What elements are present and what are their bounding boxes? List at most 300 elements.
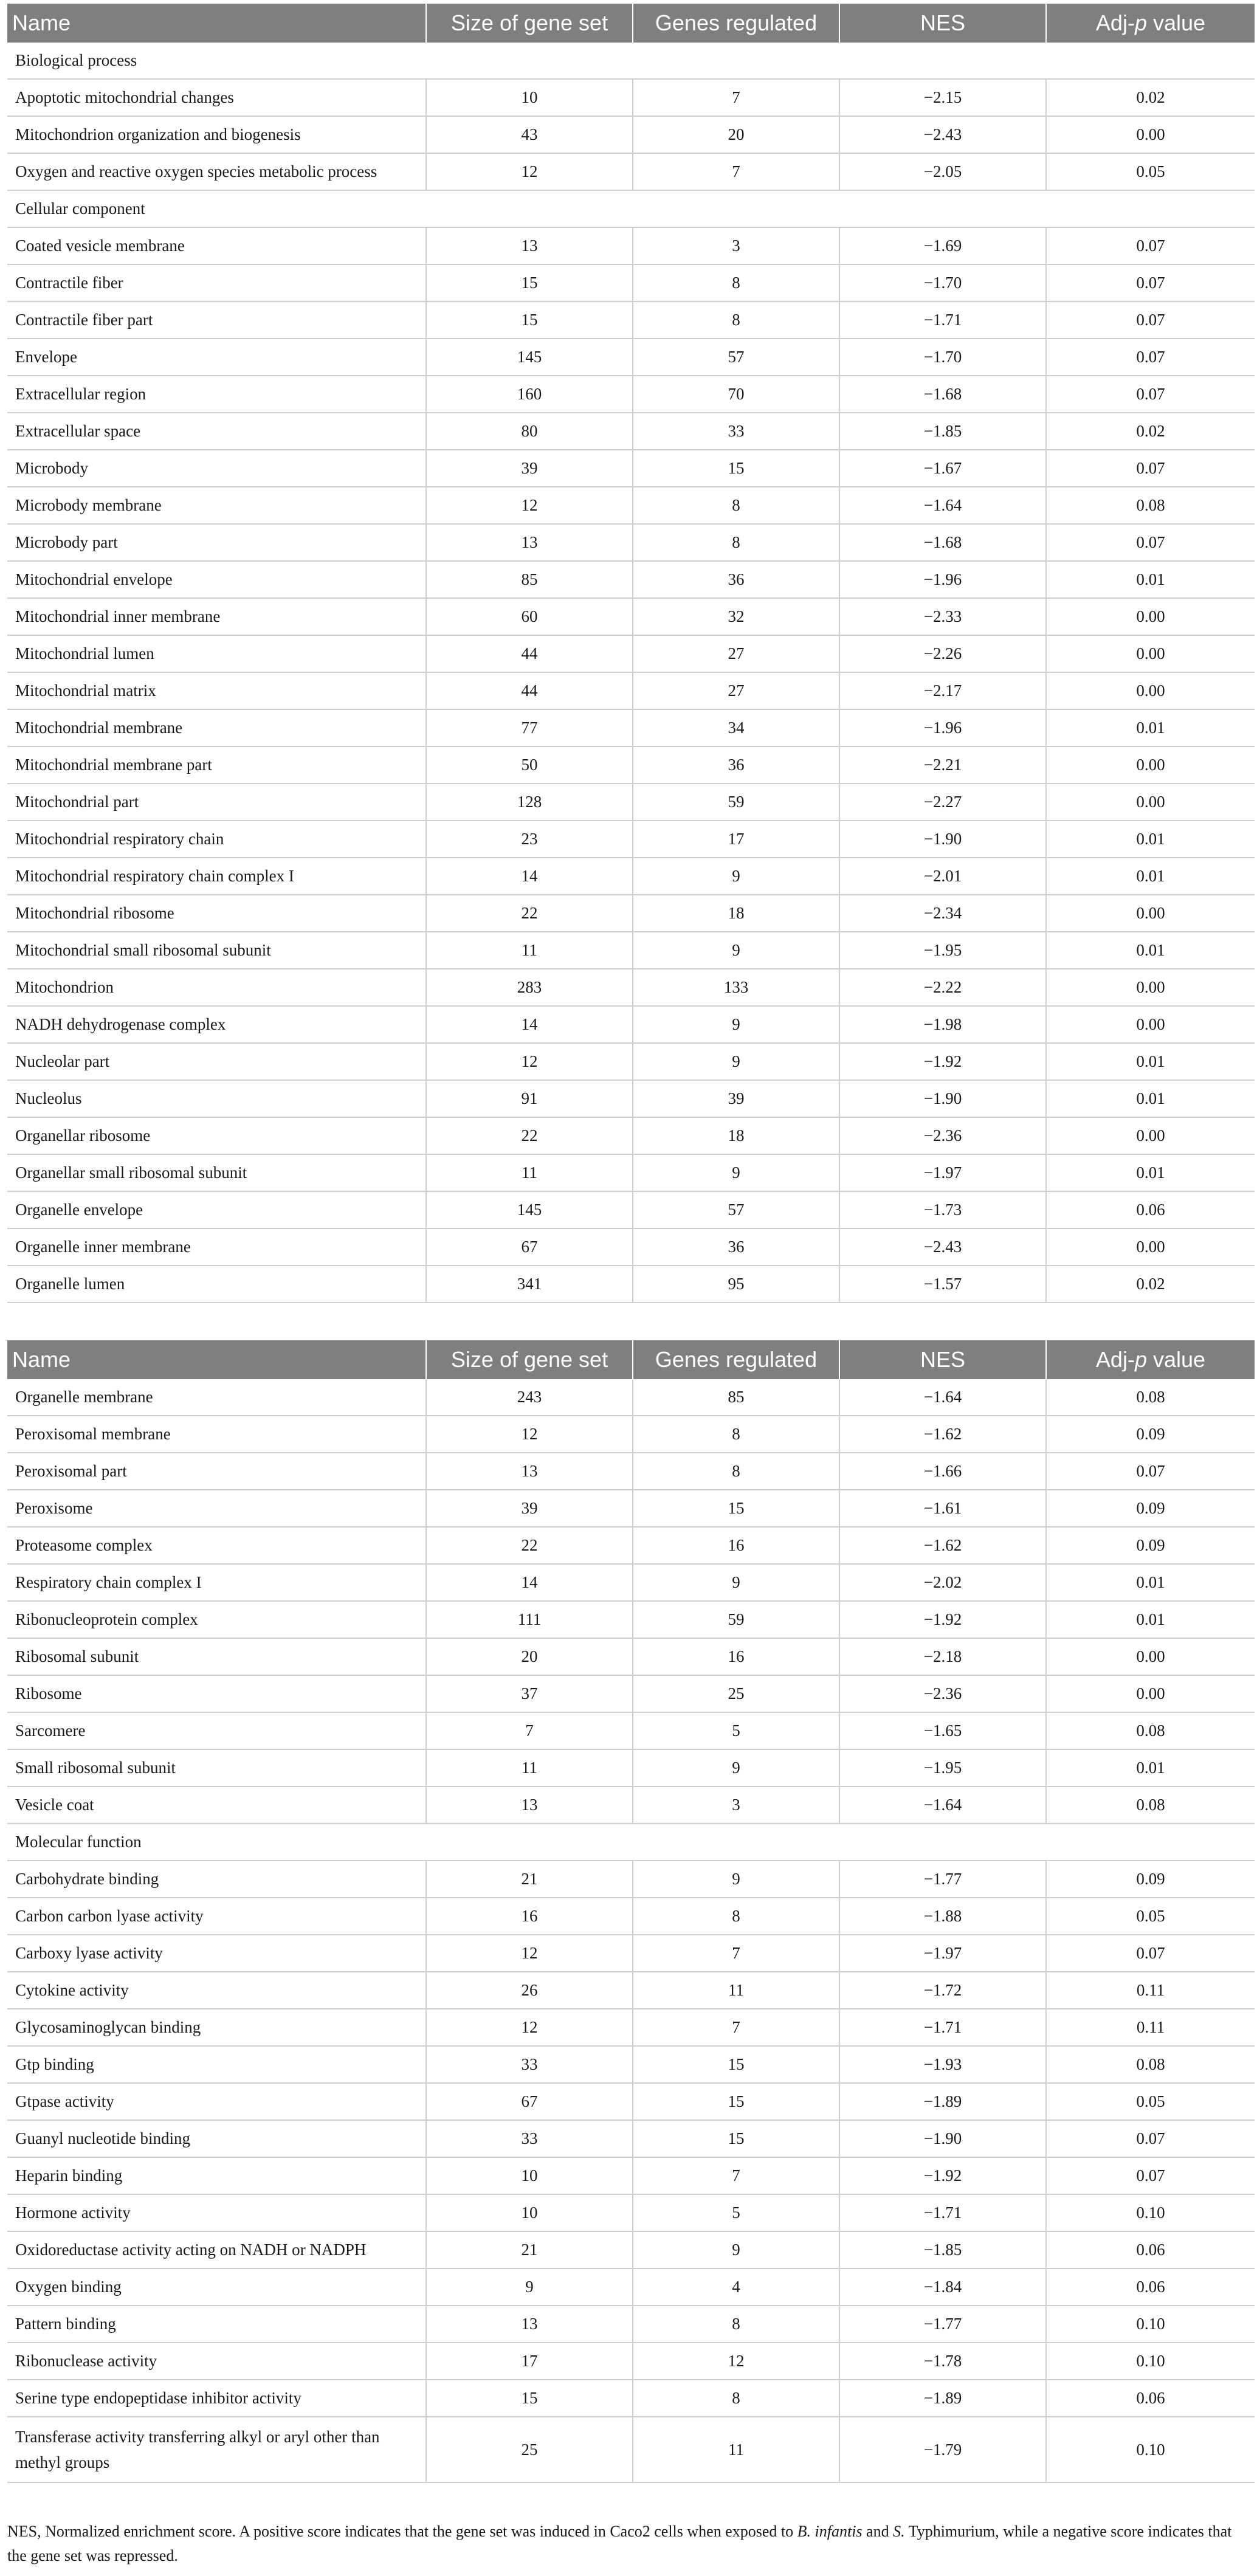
cell-size: 11 bbox=[426, 932, 633, 969]
cell-regulated: 8 bbox=[633, 487, 839, 524]
cell-nes: −1.85 bbox=[839, 2231, 1046, 2268]
cell-nes: −2.34 bbox=[839, 895, 1046, 932]
cell-size: 12 bbox=[426, 153, 633, 190]
cell-name: Organelle lumen bbox=[7, 1266, 426, 1303]
cell-adjp: 0.00 bbox=[1046, 783, 1255, 821]
footnote-text-2: and bbox=[862, 2523, 894, 2540]
cell-size: 25 bbox=[426, 2417, 633, 2482]
cell-name: Gtpase activity bbox=[7, 2083, 426, 2120]
cell-adjp: 0.06 bbox=[1046, 2231, 1255, 2268]
cell-nes: −1.92 bbox=[839, 1601, 1046, 1638]
cell-adjp: 0.00 bbox=[1046, 598, 1255, 635]
cell-name: Mitochondrial part bbox=[7, 783, 426, 821]
cell-nes: −1.89 bbox=[839, 2380, 1046, 2417]
cell-nes: −1.57 bbox=[839, 1266, 1046, 1303]
cell-adjp: 0.11 bbox=[1046, 2009, 1255, 2046]
cell-name: Nucleolar part bbox=[7, 1043, 426, 1080]
adjp-suffix: value bbox=[1146, 1347, 1206, 1372]
table-row bbox=[7, 79, 1255, 116]
cell-regulated: 8 bbox=[633, 1416, 839, 1453]
cell-adjp: 0.01 bbox=[1046, 1601, 1255, 1638]
cell-regulated: 7 bbox=[633, 79, 839, 116]
table-row bbox=[7, 2194, 1255, 2231]
table-row bbox=[7, 1228, 1255, 1266]
cell-regulated: 27 bbox=[633, 672, 839, 709]
cell-size: 33 bbox=[426, 2120, 633, 2157]
cell-regulated: 9 bbox=[633, 932, 839, 969]
column-header-size: Size of gene set bbox=[426, 4, 633, 43]
column-header-regulated: Genes regulated bbox=[633, 4, 839, 43]
table-row bbox=[7, 2046, 1255, 2083]
cell-regulated: 9 bbox=[633, 2231, 839, 2268]
cell-adjp: 0.06 bbox=[1046, 2380, 1255, 2417]
column-header-name: Name bbox=[7, 4, 426, 43]
cell-regulated: 7 bbox=[633, 153, 839, 190]
column-header-nes: NES bbox=[839, 4, 1046, 43]
cell-name: Apoptotic mitochondrial changes bbox=[7, 79, 426, 116]
cell-adjp: 0.00 bbox=[1046, 895, 1255, 932]
cell-nes: −1.71 bbox=[839, 301, 1046, 339]
cell-size: 243 bbox=[426, 1379, 633, 1416]
cell-name: Coated vesicle membrane bbox=[7, 227, 426, 264]
cell-size: 7 bbox=[426, 1712, 633, 1749]
cell-adjp: 0.00 bbox=[1046, 746, 1255, 783]
cell-name: Microbody membrane bbox=[7, 487, 426, 524]
cell-name: Ribosomal subunit bbox=[7, 1638, 426, 1675]
cell-regulated: 11 bbox=[633, 1972, 839, 2009]
cell-adjp: 0.00 bbox=[1046, 116, 1255, 153]
column-header-name: Name bbox=[7, 1340, 426, 1379]
table-row bbox=[7, 1786, 1255, 1824]
cell-adjp: 0.07 bbox=[1046, 376, 1255, 413]
table-row bbox=[7, 858, 1255, 895]
table-header bbox=[7, 4, 1255, 43]
cell-name: Microbody part bbox=[7, 524, 426, 561]
cell-regulated: 11 bbox=[633, 2417, 839, 2482]
table-row bbox=[7, 2417, 1255, 2482]
cell-size: 341 bbox=[426, 1266, 633, 1303]
cell-nes: −2.22 bbox=[839, 969, 1046, 1006]
cell-adjp: 0.09 bbox=[1046, 1416, 1255, 1453]
cell-regulated: 15 bbox=[633, 1490, 839, 1527]
cell-regulated: 15 bbox=[633, 2083, 839, 2120]
cell-adjp: 0.01 bbox=[1046, 1080, 1255, 1117]
cell-name: Mitochondrial envelope bbox=[7, 561, 426, 598]
cell-size: 145 bbox=[426, 339, 633, 376]
cell-regulated: 15 bbox=[633, 2120, 839, 2157]
adjp-prefix: Adj- bbox=[1095, 1347, 1135, 1372]
cell-adjp: 0.07 bbox=[1046, 1935, 1255, 1972]
table-row bbox=[7, 2120, 1255, 2157]
cell-name: Serine type endopeptidase inhibitor activity bbox=[7, 2380, 426, 2417]
cell-name: Mitochondrial ribosome bbox=[7, 895, 426, 932]
cell-size: 22 bbox=[426, 1117, 633, 1154]
cell-regulated: 27 bbox=[633, 635, 839, 672]
cell-nes: −1.90 bbox=[839, 1080, 1046, 1117]
cell-size: 33 bbox=[426, 2046, 633, 2083]
table-row bbox=[7, 561, 1255, 598]
cell-name: Peroxisomal membrane bbox=[7, 1416, 426, 1453]
cell-regulated: 7 bbox=[633, 2157, 839, 2194]
cell-name: Gtp binding bbox=[7, 2046, 426, 2083]
cell-size: 14 bbox=[426, 1564, 633, 1601]
cell-name: Cytokine activity bbox=[7, 1972, 426, 2009]
table-row bbox=[7, 969, 1255, 1006]
cell-name: Glycosaminoglycan binding bbox=[7, 2009, 426, 2046]
cell-name: NADH dehydrogenase complex bbox=[7, 1006, 426, 1043]
cell-size: 160 bbox=[426, 376, 633, 413]
table-row bbox=[7, 1675, 1255, 1712]
header-row bbox=[7, 1340, 1255, 1379]
cell-size: 39 bbox=[426, 1490, 633, 1527]
cell-nes: −1.72 bbox=[839, 1972, 1046, 2009]
cell-regulated: 85 bbox=[633, 1379, 839, 1416]
table-row bbox=[7, 2343, 1255, 2380]
cell-nes: −2.36 bbox=[839, 1675, 1046, 1712]
table-row bbox=[7, 672, 1255, 709]
enrichment-table-part-1 bbox=[7, 4, 1255, 1303]
cell-name: Heparin binding bbox=[7, 2157, 426, 2194]
footnote-text-1: NES, Normalized enrichment score. A positive score indicates that the gene set was induced in Caco2 cells when exposed to bbox=[7, 2523, 797, 2540]
cell-nes: −1.89 bbox=[839, 2083, 1046, 2120]
table-row bbox=[7, 376, 1255, 413]
cell-regulated: 32 bbox=[633, 598, 839, 635]
cell-name: Oxygen binding bbox=[7, 2268, 426, 2306]
cell-size: 21 bbox=[426, 2231, 633, 2268]
cell-size: 16 bbox=[426, 1898, 633, 1935]
cell-size: 67 bbox=[426, 2083, 633, 2120]
cell-nes: −2.26 bbox=[839, 635, 1046, 672]
section-row bbox=[7, 1824, 1255, 1861]
cell-size: 22 bbox=[426, 895, 633, 932]
table-row bbox=[7, 1749, 1255, 1786]
table-row bbox=[7, 116, 1255, 153]
cell-size: 12 bbox=[426, 2009, 633, 2046]
cell-adjp: 0.07 bbox=[1046, 301, 1255, 339]
cell-size: 111 bbox=[426, 1601, 633, 1638]
cell-adjp: 0.07 bbox=[1046, 339, 1255, 376]
table-row bbox=[7, 821, 1255, 858]
cell-regulated: 18 bbox=[633, 1117, 839, 1154]
cell-name: Mitochondrial lumen bbox=[7, 635, 426, 672]
cell-adjp: 0.00 bbox=[1046, 672, 1255, 709]
table-row bbox=[7, 1601, 1255, 1638]
cell-nes: −1.66 bbox=[839, 1453, 1046, 1490]
table-row bbox=[7, 2268, 1255, 2306]
cell-name: Small ribosomal subunit bbox=[7, 1749, 426, 1786]
cell-regulated: 16 bbox=[633, 1638, 839, 1675]
cell-name: Organellar small ribosomal subunit bbox=[7, 1154, 426, 1191]
cell-nes: −1.88 bbox=[839, 1898, 1046, 1935]
cell-regulated: 8 bbox=[633, 2306, 839, 2343]
cell-regulated: 70 bbox=[633, 376, 839, 413]
cell-name: Sarcomere bbox=[7, 1712, 426, 1749]
cell-name: Vesicle coat bbox=[7, 1786, 426, 1824]
footnote-organism-1: B. infantis bbox=[797, 2523, 863, 2540]
table-row bbox=[7, 1266, 1255, 1303]
table-row bbox=[7, 264, 1255, 301]
cell-name: Organelle envelope bbox=[7, 1191, 426, 1228]
cell-adjp: 0.09 bbox=[1046, 1861, 1255, 1898]
table-row bbox=[7, 2157, 1255, 2194]
cell-size: 91 bbox=[426, 1080, 633, 1117]
cell-adjp: 0.01 bbox=[1046, 1749, 1255, 1786]
table-header bbox=[7, 1340, 1255, 1379]
cell-adjp: 0.05 bbox=[1046, 153, 1255, 190]
cell-size: 85 bbox=[426, 561, 633, 598]
cell-nes: −1.96 bbox=[839, 709, 1046, 746]
header-row bbox=[7, 4, 1255, 43]
table-row bbox=[7, 1935, 1255, 1972]
footnote-organism-2: S. bbox=[893, 2523, 905, 2540]
cell-nes: −1.90 bbox=[839, 2120, 1046, 2157]
cell-name: Extracellular space bbox=[7, 413, 426, 450]
cell-regulated: 9 bbox=[633, 858, 839, 895]
cell-regulated: 16 bbox=[633, 1527, 839, 1564]
cell-name: Pattern binding bbox=[7, 2306, 426, 2343]
cell-adjp: 0.00 bbox=[1046, 1638, 1255, 1675]
cell-name: Hormone activity bbox=[7, 2194, 426, 2231]
cell-regulated: 5 bbox=[633, 1712, 839, 1749]
table-row bbox=[7, 153, 1255, 190]
section-title: Cellular component bbox=[7, 190, 1255, 227]
cell-nes: −1.93 bbox=[839, 2046, 1046, 2083]
cell-adjp: 0.05 bbox=[1046, 1898, 1255, 1935]
cell-size: 50 bbox=[426, 746, 633, 783]
table-row bbox=[7, 598, 1255, 635]
cell-name: Organellar ribosome bbox=[7, 1117, 426, 1154]
section-row bbox=[7, 43, 1255, 79]
cell-size: 22 bbox=[426, 1527, 633, 1564]
cell-size: 12 bbox=[426, 1416, 633, 1453]
cell-nes: −1.71 bbox=[839, 2194, 1046, 2231]
table-footnote bbox=[7, 2519, 1247, 2568]
cell-name: Carbohydrate binding bbox=[7, 1861, 426, 1898]
cell-nes: −1.78 bbox=[839, 2343, 1046, 2380]
cell-name: Mitochondrial membrane bbox=[7, 709, 426, 746]
cell-size: 14 bbox=[426, 1006, 633, 1043]
cell-name: Mitochondrial matrix bbox=[7, 672, 426, 709]
cell-size: 26 bbox=[426, 1972, 633, 2009]
cell-regulated: 8 bbox=[633, 264, 839, 301]
cell-adjp: 0.07 bbox=[1046, 227, 1255, 264]
cell-regulated: 3 bbox=[633, 227, 839, 264]
table-row bbox=[7, 1117, 1255, 1154]
cell-regulated: 25 bbox=[633, 1675, 839, 1712]
cell-regulated: 59 bbox=[633, 1601, 839, 1638]
cell-size: 17 bbox=[426, 2343, 633, 2380]
cell-name: Mitochondrial membrane part bbox=[7, 746, 426, 783]
cell-size: 283 bbox=[426, 969, 633, 1006]
table-row bbox=[7, 1154, 1255, 1191]
cell-nes: −1.70 bbox=[839, 264, 1046, 301]
cell-regulated: 3 bbox=[633, 1786, 839, 1824]
cell-nes: −1.71 bbox=[839, 2009, 1046, 2046]
cell-nes: −2.05 bbox=[839, 153, 1046, 190]
cell-name: Oxidoreductase activity acting on NADH or NADPH bbox=[7, 2231, 426, 2268]
column-header-adjp bbox=[1046, 4, 1255, 43]
cell-adjp: 0.07 bbox=[1046, 450, 1255, 487]
cell-size: 11 bbox=[426, 1749, 633, 1786]
cell-adjp: 0.10 bbox=[1046, 2306, 1255, 2343]
adjp-prefix: Adj- bbox=[1095, 10, 1135, 35]
table-row bbox=[7, 1898, 1255, 1935]
cell-adjp: 0.10 bbox=[1046, 2194, 1255, 2231]
cell-name: Mitochondrial respiratory chain bbox=[7, 821, 426, 858]
cell-size: 13 bbox=[426, 227, 633, 264]
table-row bbox=[7, 1638, 1255, 1675]
cell-regulated: 9 bbox=[633, 1043, 839, 1080]
cell-regulated: 34 bbox=[633, 709, 839, 746]
adjp-suffix: value bbox=[1146, 10, 1206, 35]
cell-size: 10 bbox=[426, 2194, 633, 2231]
column-header-regulated: Genes regulated bbox=[633, 1340, 839, 1379]
cell-size: 23 bbox=[426, 821, 633, 858]
cell-nes: −1.84 bbox=[839, 2268, 1046, 2306]
cell-regulated: 4 bbox=[633, 2268, 839, 2306]
cell-name: Carbon carbon lyase activity bbox=[7, 1898, 426, 1935]
cell-name: Mitochondrion organization and biogenesis bbox=[7, 116, 426, 153]
cell-name: Organelle membrane bbox=[7, 1379, 426, 1416]
table-row bbox=[7, 2380, 1255, 2417]
cell-name: Mitochondrial inner membrane bbox=[7, 598, 426, 635]
cell-nes: −1.98 bbox=[839, 1006, 1046, 1043]
cell-adjp: 0.08 bbox=[1046, 2046, 1255, 2083]
cell-adjp: 0.01 bbox=[1046, 1154, 1255, 1191]
cell-nes: −2.02 bbox=[839, 1564, 1046, 1601]
cell-adjp: 0.01 bbox=[1046, 821, 1255, 858]
cell-nes: −1.90 bbox=[839, 821, 1046, 858]
cell-adjp: 0.06 bbox=[1046, 1191, 1255, 1228]
cell-size: 10 bbox=[426, 79, 633, 116]
cell-adjp: 0.01 bbox=[1046, 858, 1255, 895]
cell-size: 39 bbox=[426, 450, 633, 487]
cell-name: Nucleolus bbox=[7, 1080, 426, 1117]
adjp-italic: p bbox=[1134, 10, 1147, 35]
cell-nes: −1.92 bbox=[839, 1043, 1046, 1080]
cell-regulated: 20 bbox=[633, 116, 839, 153]
cell-size: 60 bbox=[426, 598, 633, 635]
cell-regulated: 57 bbox=[633, 1191, 839, 1228]
cell-nes: −1.79 bbox=[839, 2417, 1046, 2482]
table-row bbox=[7, 339, 1255, 376]
cell-name: Organelle inner membrane bbox=[7, 1228, 426, 1266]
cell-regulated: 7 bbox=[633, 1935, 839, 1972]
table-row bbox=[7, 2083, 1255, 2120]
cell-name: Peroxisome bbox=[7, 1490, 426, 1527]
cell-regulated: 36 bbox=[633, 561, 839, 598]
cell-adjp: 0.00 bbox=[1046, 1006, 1255, 1043]
cell-regulated: 133 bbox=[633, 969, 839, 1006]
cell-regulated: 9 bbox=[633, 1861, 839, 1898]
table-row bbox=[7, 709, 1255, 746]
cell-name: Mitochondrial small ribosomal subunit bbox=[7, 932, 426, 969]
enrichment-table-part-2 bbox=[7, 1340, 1255, 2483]
cell-name: Carboxy lyase activity bbox=[7, 1935, 426, 1972]
cell-nes: −1.77 bbox=[839, 1861, 1046, 1898]
cell-nes: −1.61 bbox=[839, 1490, 1046, 1527]
cell-nes: −1.92 bbox=[839, 2157, 1046, 2194]
cell-regulated: 8 bbox=[633, 2380, 839, 2417]
cell-regulated: 7 bbox=[633, 2009, 839, 2046]
table-row bbox=[7, 895, 1255, 932]
table-row bbox=[7, 635, 1255, 672]
cell-adjp: 0.11 bbox=[1046, 1972, 1255, 2009]
footnote-text-3: Typhimurium, while a negative score indicates that the gene set was repressed. bbox=[7, 2523, 1232, 2564]
cell-nes: −1.64 bbox=[839, 1379, 1046, 1416]
cell-nes: −1.65 bbox=[839, 1712, 1046, 1749]
cell-regulated: 36 bbox=[633, 746, 839, 783]
cell-nes: −2.43 bbox=[839, 1228, 1046, 1266]
cell-size: 44 bbox=[426, 635, 633, 672]
table-row bbox=[7, 1490, 1255, 1527]
cell-nes: −1.96 bbox=[839, 561, 1046, 598]
cell-nes: −1.73 bbox=[839, 1191, 1046, 1228]
table-row bbox=[7, 450, 1255, 487]
cell-regulated: 12 bbox=[633, 2343, 839, 2380]
cell-name: Transferase activity transferring alkyl or aryl other than methyl groups bbox=[7, 2417, 426, 2482]
cell-adjp: 0.07 bbox=[1046, 2157, 1255, 2194]
cell-nes: −1.70 bbox=[839, 339, 1046, 376]
cell-size: 9 bbox=[426, 2268, 633, 2306]
cell-nes: −1.97 bbox=[839, 1154, 1046, 1191]
cell-name: Guanyl nucleotide binding bbox=[7, 2120, 426, 2157]
column-header-adjp bbox=[1046, 1340, 1255, 1379]
cell-adjp: 0.09 bbox=[1046, 1490, 1255, 1527]
section-title: Biological process bbox=[7, 43, 1255, 79]
column-header-nes: NES bbox=[839, 1340, 1046, 1379]
cell-adjp: 0.00 bbox=[1046, 1117, 1255, 1154]
cell-regulated: 95 bbox=[633, 1266, 839, 1303]
cell-regulated: 8 bbox=[633, 1898, 839, 1935]
cell-regulated: 17 bbox=[633, 821, 839, 858]
table-row bbox=[7, 1006, 1255, 1043]
cell-adjp: 0.08 bbox=[1046, 1786, 1255, 1824]
table-row bbox=[7, 2009, 1255, 2046]
cell-regulated: 15 bbox=[633, 450, 839, 487]
cell-size: 43 bbox=[426, 116, 633, 153]
cell-regulated: 9 bbox=[633, 1006, 839, 1043]
cell-nes: −1.62 bbox=[839, 1416, 1046, 1453]
table-row bbox=[7, 1080, 1255, 1117]
cell-nes: −1.97 bbox=[839, 1935, 1046, 1972]
table-row bbox=[7, 2231, 1255, 2268]
cell-name: Envelope bbox=[7, 339, 426, 376]
cell-nes: −1.67 bbox=[839, 450, 1046, 487]
cell-size: 128 bbox=[426, 783, 633, 821]
cell-size: 10 bbox=[426, 2157, 633, 2194]
cell-size: 13 bbox=[426, 524, 633, 561]
cell-size: 13 bbox=[426, 1453, 633, 1490]
table-row bbox=[7, 1861, 1255, 1898]
cell-adjp: 0.08 bbox=[1046, 487, 1255, 524]
adjp-italic: p bbox=[1134, 1347, 1147, 1372]
section-title: Molecular function bbox=[7, 1824, 1255, 1861]
cell-nes: −2.21 bbox=[839, 746, 1046, 783]
cell-regulated: 18 bbox=[633, 895, 839, 932]
cell-adjp: 0.01 bbox=[1046, 709, 1255, 746]
cell-size: 80 bbox=[426, 413, 633, 450]
cell-adjp: 0.08 bbox=[1046, 1712, 1255, 1749]
table-row bbox=[7, 1453, 1255, 1490]
cell-size: 77 bbox=[426, 709, 633, 746]
cell-name: Mitochondrial respiratory chain complex I bbox=[7, 858, 426, 895]
cell-adjp: 0.09 bbox=[1046, 1527, 1255, 1564]
table-row bbox=[7, 1191, 1255, 1228]
cell-regulated: 59 bbox=[633, 783, 839, 821]
cell-regulated: 33 bbox=[633, 413, 839, 450]
cell-regulated: 9 bbox=[633, 1154, 839, 1191]
